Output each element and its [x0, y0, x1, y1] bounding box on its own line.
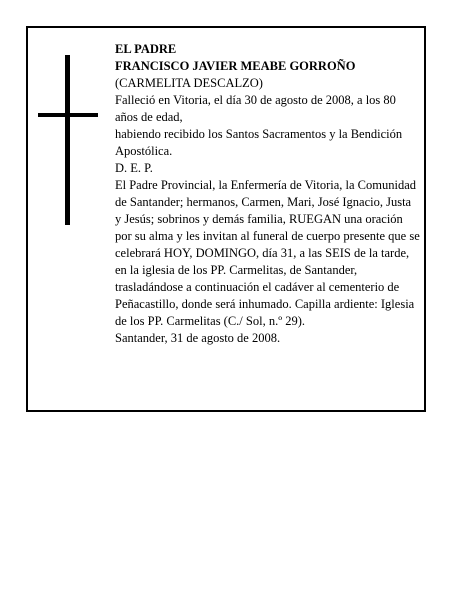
obituary-notice: [26, 26, 426, 412]
notice-text: [115, 41, 420, 347]
notice-body: El Padre Provincial, la Enfermería de Vitoria, la Comunidad de Santander; hermanos, Carmen, Mari, José Ignacio, Justa y Jesús; sobrinos y demás familia, RUEGAN una oración por su alma y les invitan al funeral de cuerpo presente que se celebrará HOY, DOMINGO, día 31, a las SEIS de la tarde, en la iglesia de los PP. Carmelitas, de Santander, trasladándose a continuación el cadáver al cementerio de Peñacastillo, donde será inhumado. Capilla ardiente: Iglesia de los PP. Carmelitas (C./ Sol, n.º 29).: [115, 178, 420, 328]
cross-icon: [38, 55, 98, 225]
closing-line: Santander, 31 de agosto de 2008.: [115, 331, 281, 345]
religious-order: (CARMELITA DESCALZO): [115, 76, 263, 90]
death-statement: Falleció en Vitoria, el día 30 de agosto de 2008, a los 80 años de edad,: [115, 93, 396, 124]
deceased-name: FRANCISCO JAVIER MEABE GORROÑO: [115, 59, 356, 73]
cross-vertical-bar: [65, 55, 70, 225]
rip-line: D. E. P.: [115, 161, 153, 175]
sacraments-statement: habiendo recibido los Santos Sacramentos y la Bendición Apostólica.: [115, 127, 403, 158]
notice-title: EL PADRE: [115, 42, 177, 56]
cross-horizontal-bar: [38, 113, 98, 117]
